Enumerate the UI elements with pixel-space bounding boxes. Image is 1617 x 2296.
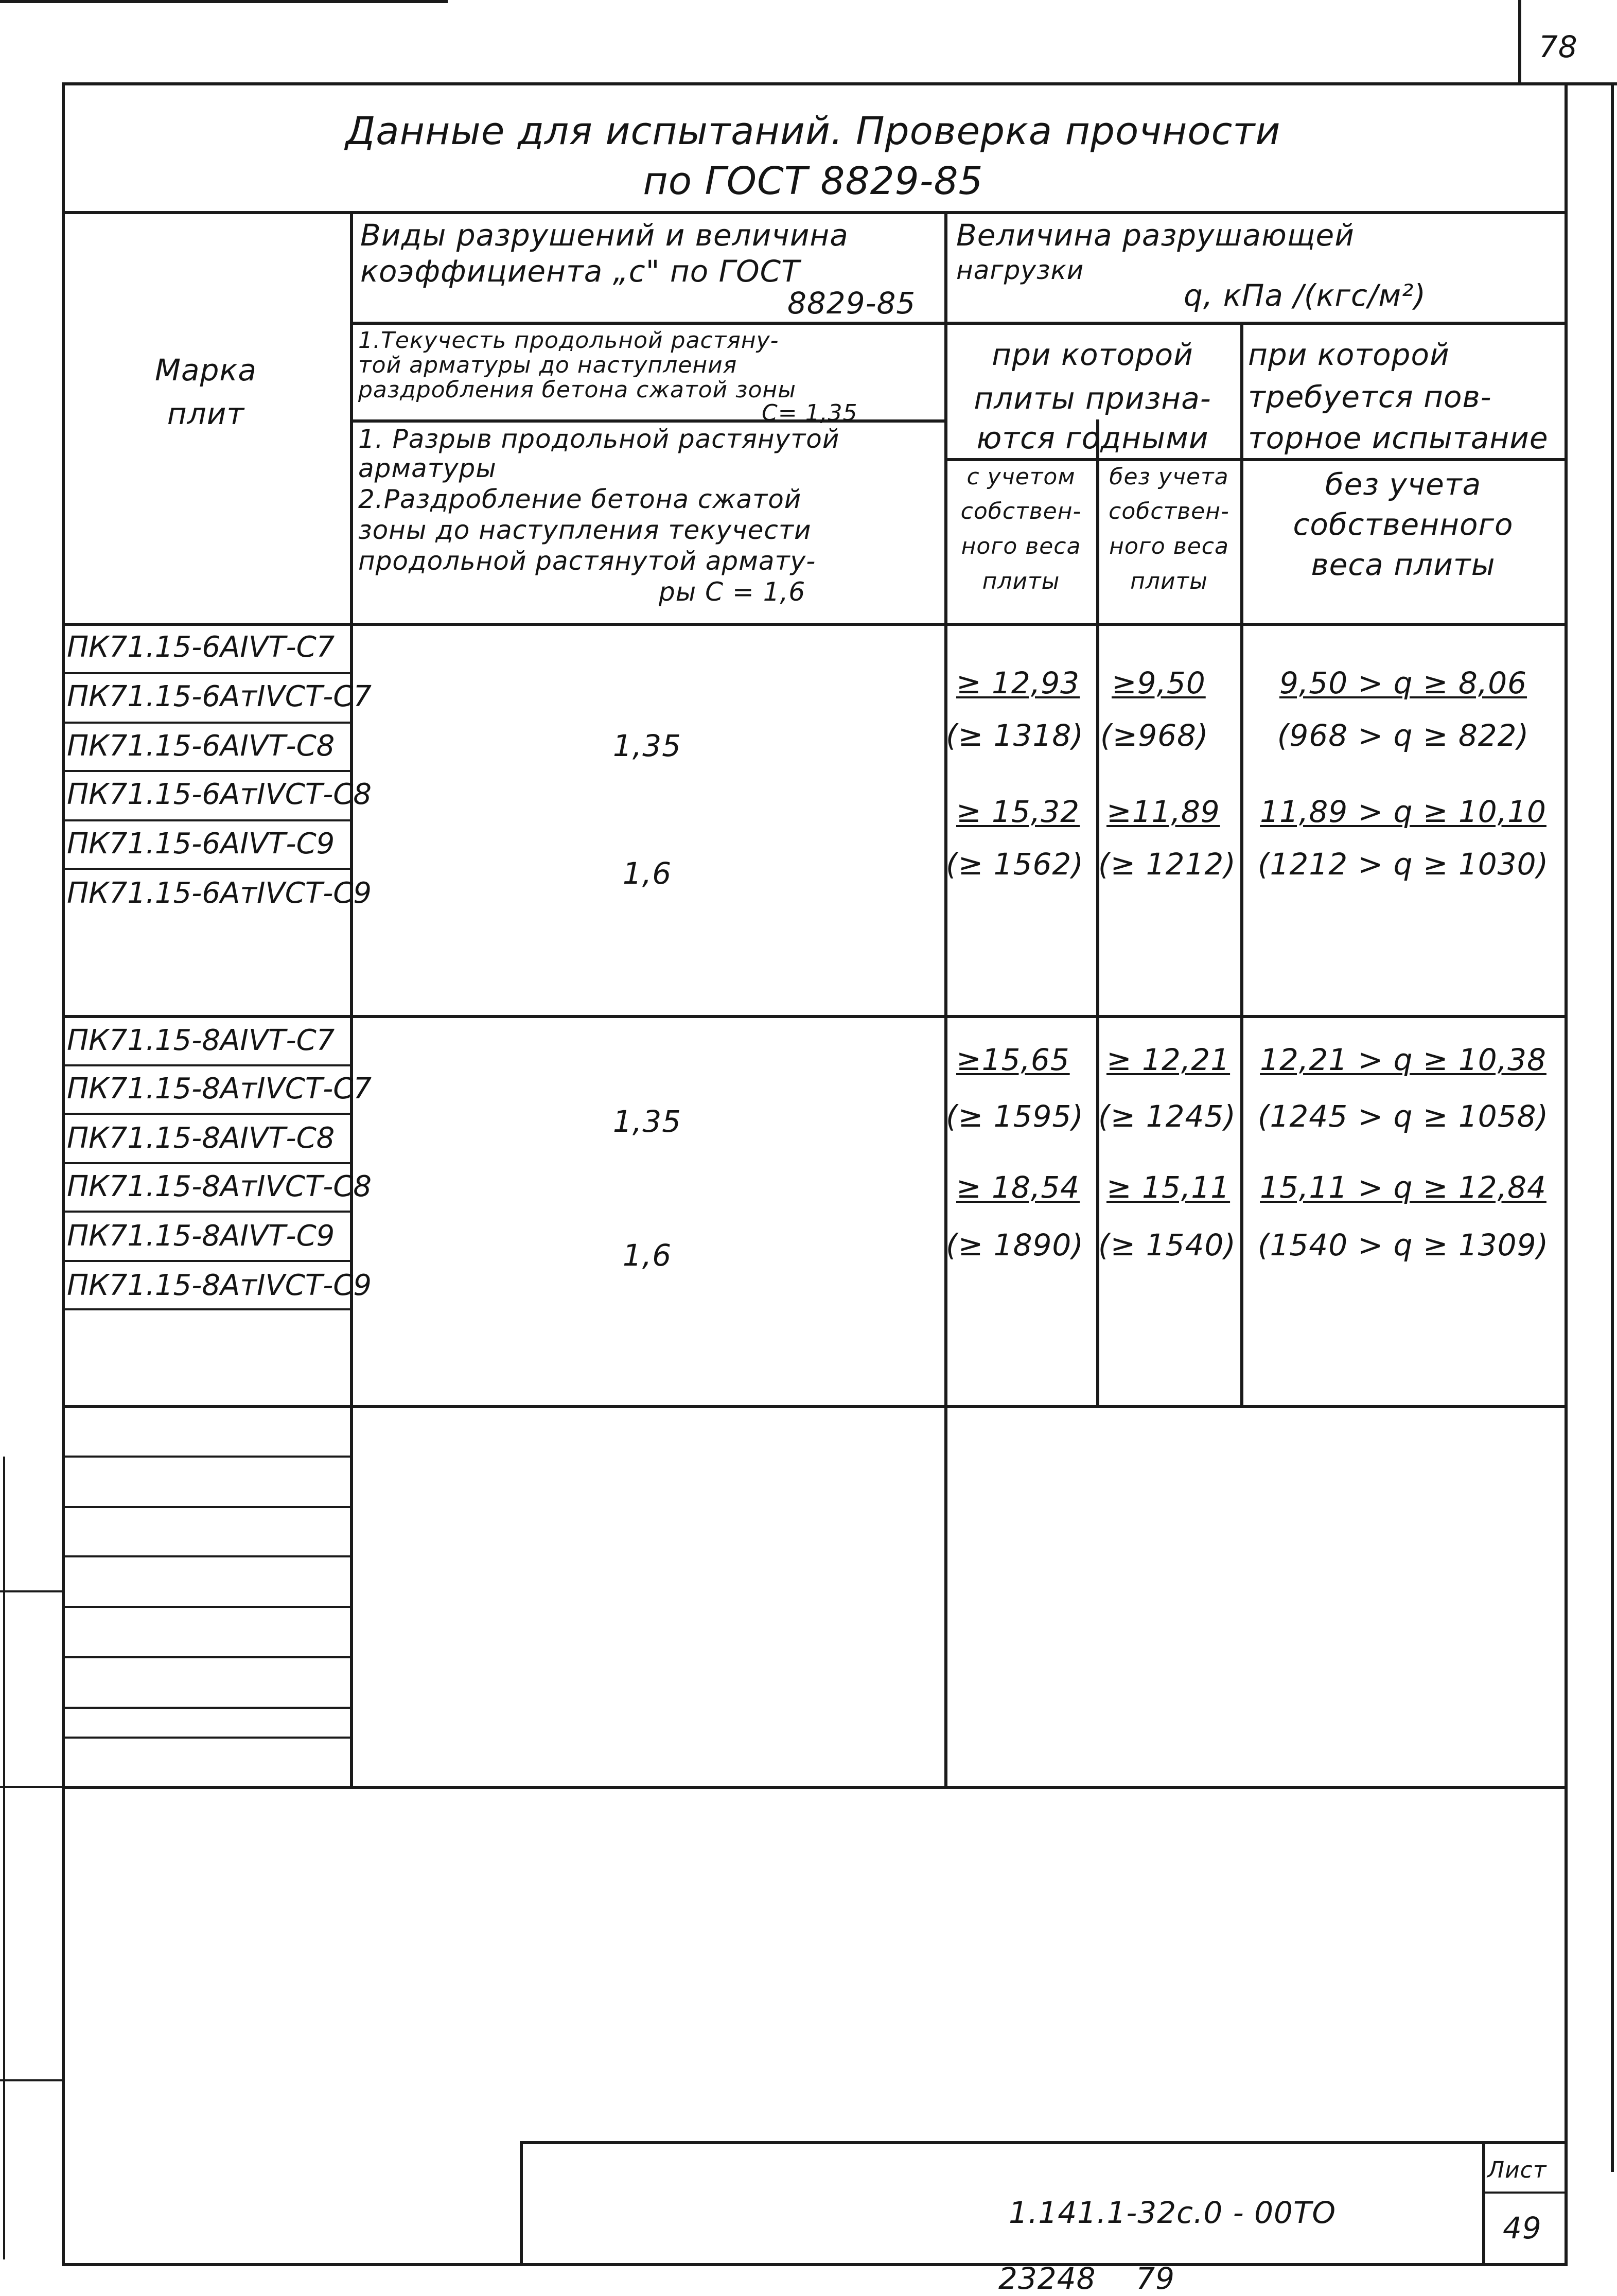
mark-6: ПК71.15-6АтIVСТ-С9	[67, 877, 372, 910]
g1-c135-with-kgs: (≥ 1318)	[946, 718, 1084, 753]
table-title-line1: Данные для испытаний. Проверка прочности	[345, 109, 1281, 153]
coef-g1-b: 1,6	[622, 856, 672, 891]
mark-2: ПК71.15-6АтIVСТ-С7	[67, 680, 372, 713]
sheet-number: 49	[1503, 2211, 1542, 2246]
g1-c135-retest-kgs: (968 > q ≥ 822)	[1277, 718, 1530, 753]
g2-c135-with-kgs: (≥ 1595)	[946, 1099, 1084, 1134]
col-line-1	[350, 211, 353, 1786]
g1-c135-without-kgs: (≥968)	[1100, 718, 1209, 753]
g1-c135-retest-kpa: 9,50 > q ≥ 8,06	[1279, 665, 1527, 700]
doc-code: 1.141.1-32с.0 - 00ТО	[1009, 2195, 1337, 2230]
g2-c135-without-kpa: ≥ 12,21	[1106, 1042, 1231, 1077]
bottom-number: 23248 79	[998, 2261, 1175, 2296]
g2-c16-with-kgs: (≥ 1890)	[946, 1228, 1084, 1263]
g2-c16-without-kpa: ≥ 15,11	[1106, 1170, 1231, 1205]
sheet-label: Лист	[1487, 2157, 1547, 2183]
coef-g2-b: 1,6	[622, 1238, 672, 1273]
g1-c135-with-kpa: ≥ 12,93	[956, 665, 1080, 700]
g2-c16-retest-kpa: 15,11 > q ≥ 12,84	[1260, 1170, 1546, 1205]
g1-c16-with-kpa: ≥ 15,32	[956, 794, 1080, 829]
g1-c16-without-kpa: ≥11,89	[1106, 794, 1220, 829]
g1-c16-without-kgs: (≥ 1212)	[1098, 847, 1236, 882]
g2-c135-retest-kpa: 12,21 > q ≥ 10,38	[1260, 1042, 1546, 1077]
mark-9: ПК71.15-8АIVТ-С8	[67, 1121, 335, 1155]
g1-c16-with-kgs: (≥ 1562)	[946, 847, 1084, 882]
g1-c135-without-kpa: ≥9,50	[1112, 665, 1206, 700]
mark-10: ПК71.15-8АтIVСТ-С8	[67, 1170, 372, 1203]
g2-c135-retest-kgs: (1245 > q ≥ 1058)	[1257, 1099, 1549, 1134]
mark-5: ПК71.15-6АIVТ-С9	[67, 827, 335, 861]
table-title-line2: по ГОСТ 8829-85	[643, 159, 983, 203]
page-number: 78	[1539, 29, 1578, 64]
mark-4: ПК71.15-6АтIVСТ-С8	[67, 778, 372, 811]
g2-c16-retest-kgs: (1540 > q ≥ 1309)	[1257, 1228, 1549, 1263]
g2-c16-with-kpa: ≥ 18,54	[956, 1170, 1080, 1205]
coef-g2-a: 1,35	[612, 1104, 682, 1139]
mark-1: ПК71.15-6АIVТ-С7	[67, 630, 335, 664]
g2-c135-without-kgs: (≥ 1245)	[1098, 1099, 1236, 1134]
coef-g1-a: 1,35	[612, 728, 682, 763]
mark-3: ПК71.15-6АIVТ-С8	[67, 729, 335, 763]
mark-7: ПК71.15-8АIVТ-С7	[67, 1024, 335, 1057]
g2-c16-without-kgs: (≥ 1540)	[1098, 1228, 1236, 1263]
g2-c135-with-kpa: ≥15,65	[956, 1042, 1070, 1077]
g1-c16-retest-kpa: 11,89 > q ≥ 10,10	[1260, 794, 1546, 829]
mark-8: ПК71.15-8АтIVСТ-С7	[67, 1072, 372, 1106]
mark-12: ПК71.15-8АтIVСТ-С9	[67, 1269, 372, 1302]
g1-c16-retest-kgs: (1212 > q ≥ 1030)	[1257, 847, 1549, 882]
mark-11: ПК71.15-8АIVТ-С9	[67, 1219, 335, 1253]
